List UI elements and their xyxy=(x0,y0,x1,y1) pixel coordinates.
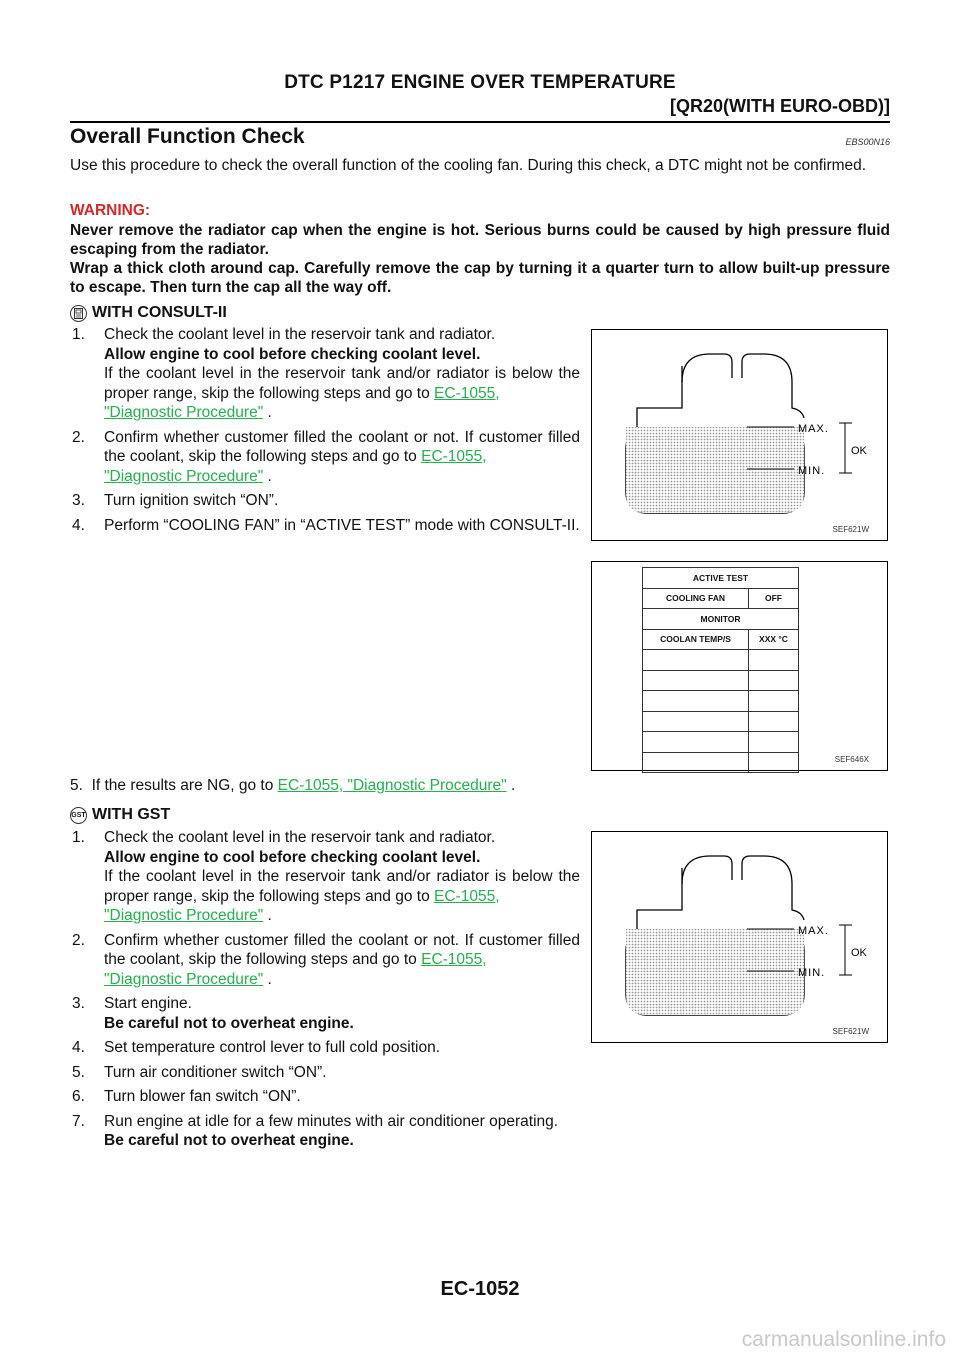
step-number: 3. xyxy=(72,492,85,509)
gst-step-2 xyxy=(70,931,580,990)
step-text: Check the coolant level in the reservoir tank and radiator. xyxy=(104,326,496,343)
link-ec-1055[interactable]: EC-1055, xyxy=(434,887,500,905)
step-body xyxy=(104,828,580,926)
gst-steps xyxy=(70,828,580,1156)
gst-step-3 xyxy=(70,994,580,1033)
figure-code: SEF646X xyxy=(834,755,869,764)
empty-cell xyxy=(749,691,799,712)
step-text: Confirm whether customer filled the coolant or not. If customer filled the coolant, skip the following steps and go to xyxy=(104,931,580,968)
reservoir-tank-drawing xyxy=(592,330,887,540)
step-text: Run engine at idle for a few minutes with air conditioner operating. xyxy=(104,1112,559,1130)
step-body xyxy=(104,1112,630,1151)
step-note: Allow engine to cool before checking coolant level. xyxy=(104,345,481,363)
warning-label: WARNING: xyxy=(70,202,151,219)
link-diagnostic-procedure[interactable]: "Diagnostic Procedure" xyxy=(104,970,264,988)
min-label: MIN. xyxy=(798,465,826,477)
step-tail: . xyxy=(263,467,272,485)
page-number: EC-1052 xyxy=(440,1278,520,1300)
step-number: 7. xyxy=(72,1112,85,1130)
monitor-header: MONITOR xyxy=(643,609,799,630)
gst-step-5 xyxy=(70,1063,580,1083)
step-text: Turn air conditioner switch “ON”. xyxy=(104,1063,327,1081)
reservoir-tank-drawing xyxy=(592,832,887,1042)
intro-paragraph: Use this procedure to check the overall function of the cooling fan. During this check, a DTC might not be confirmed. xyxy=(70,157,867,174)
page-header-title: DTC P1217 ENGINE OVER TEMPERATURE xyxy=(284,72,676,93)
step-number: 4. xyxy=(72,516,85,534)
consult-icon xyxy=(70,305,87,322)
warning-text-2: Wrap a thick cloth around cap. Carefully remove the cap by turning it a quarter turn to allow built-up pressure to escape. Then turn the cap all the way off. xyxy=(70,260,890,296)
link-ec-1055[interactable]: EC-1055, xyxy=(421,951,487,968)
consult-heading-text: WITH CONSULT-II xyxy=(92,304,227,321)
off-cell: OFF xyxy=(749,588,799,609)
empty-cell xyxy=(749,670,799,691)
step-number: 5. xyxy=(70,777,83,794)
empty-cell xyxy=(643,732,749,753)
min-label: MIN. xyxy=(798,967,826,979)
step-text: Set temperature control lever to full cold position. xyxy=(104,1039,441,1056)
max-label: MAX. xyxy=(798,925,829,937)
gst-heading-text: WITH GST xyxy=(92,806,171,823)
figure-code: SEF621W xyxy=(832,525,869,534)
section-title: Overall Function Check xyxy=(70,125,305,148)
warning-text-1: Never remove the radiator cap when the engine is hot. Serious burns could be caused by high pressure fluid escaping from the radiator. xyxy=(70,222,890,258)
link-diagnostic-procedure[interactable]: "Diagnostic Procedure" xyxy=(104,907,264,924)
step-text: Perform “COOLING FAN” in “ACTIVE TEST” mode with CONSULT-II. xyxy=(104,516,580,534)
step-note: Be careful not to overheat engine. xyxy=(104,1132,354,1149)
watermark: carmanualsonline.info xyxy=(741,1328,946,1351)
page-header-subtitle: [QR20(WITH EURO-OBD)] xyxy=(670,96,890,116)
step-tail: . xyxy=(263,404,272,421)
temp-value-cell: XXX °C xyxy=(749,629,799,650)
active-test-table xyxy=(642,567,799,773)
step-body xyxy=(104,325,580,423)
empty-cell xyxy=(749,650,799,671)
link-ec-1055[interactable]: EC-1055, xyxy=(421,448,487,465)
reservoir-tank-figure xyxy=(591,329,888,541)
empty-cell xyxy=(643,691,749,712)
gst-heading xyxy=(70,806,170,824)
gst-step-7 xyxy=(70,1112,630,1151)
step-note: Be careful not to overheat engine. xyxy=(104,1014,354,1032)
step-tail: . xyxy=(263,970,272,988)
empty-cell xyxy=(643,711,749,732)
step-text: Turn blower fan switch “ON”. xyxy=(104,1088,301,1105)
consult-step-1 xyxy=(70,325,580,423)
consult-step-2 xyxy=(70,428,580,487)
consult-step-4 xyxy=(70,516,580,536)
step-number: 3. xyxy=(72,995,85,1012)
link-ec-1055[interactable]: EC-1055, xyxy=(434,384,500,402)
max-label: MAX. xyxy=(798,423,829,435)
step-number: 1. xyxy=(72,829,85,846)
step-text: If the results are NG, go to xyxy=(91,777,278,794)
section-code: EBS00N16 xyxy=(845,137,890,147)
active-test-header: ACTIVE TEST xyxy=(643,568,799,589)
empty-cell xyxy=(643,650,749,671)
step-number: 5. xyxy=(72,1063,85,1081)
link-ec-1055-diagnostic-procedure[interactable]: EC-1055, "Diagnostic Procedure" xyxy=(277,777,507,794)
empty-cell xyxy=(749,711,799,732)
gst-icon: GST xyxy=(70,807,87,824)
figure-code: SEF621W xyxy=(832,1027,869,1036)
ok-label: OK xyxy=(851,445,867,457)
step-text: Confirm whether customer filled the coolant or not. If customer filled the coolant, skip the following steps and go to xyxy=(104,428,580,465)
step-body xyxy=(104,994,580,1033)
reservoir-tank-figure-gst xyxy=(591,831,888,1043)
step-text-cont: If the coolant level in the reservoir tank and/or radiator is below the proper range, skip the following steps and go to xyxy=(104,868,580,905)
empty-cell xyxy=(643,752,749,773)
consult-heading xyxy=(70,304,227,322)
empty-cell xyxy=(749,732,799,753)
empty-cell xyxy=(643,670,749,691)
step-text: Start engine. xyxy=(104,995,192,1012)
coolant-temp-cell: COOLAN TEMP/S xyxy=(643,629,749,650)
step-number: 6. xyxy=(72,1088,85,1105)
step-tail: . xyxy=(506,777,516,794)
consult-step-5 xyxy=(70,776,515,796)
step-note: Allow engine to cool before checking coolant level. xyxy=(104,848,481,866)
step-body xyxy=(104,931,580,990)
step-body xyxy=(104,428,580,487)
gst-step-1 xyxy=(70,828,580,926)
step-text-cont: If the coolant level in the reservoir tank and/or radiator is below the proper range, skip the following steps and go to xyxy=(104,365,580,402)
link-diagnostic-procedure[interactable]: "Diagnostic Procedure" xyxy=(104,404,264,421)
consult-steps xyxy=(70,325,580,540)
step-text: Turn ignition switch “ON”. xyxy=(104,492,279,509)
ok-label: OK xyxy=(851,947,867,959)
gst-step-4 xyxy=(70,1038,580,1058)
gst-step-6 xyxy=(70,1087,580,1107)
link-diagnostic-procedure[interactable]: "Diagnostic Procedure" xyxy=(104,467,264,485)
header-rule xyxy=(70,121,890,123)
active-test-screen-figure xyxy=(591,561,888,771)
step-tail: . xyxy=(263,907,272,924)
step-number: 2. xyxy=(72,931,85,949)
cooling-fan-cell: COOLING FAN xyxy=(643,588,749,609)
step-number: 4. xyxy=(72,1039,85,1056)
step-number: 2. xyxy=(72,428,85,446)
step-number: 1. xyxy=(72,326,85,343)
step-text: Check the coolant level in the reservoir tank and radiator. xyxy=(104,829,496,846)
consult-step-3 xyxy=(70,491,580,511)
empty-cell xyxy=(749,752,799,773)
